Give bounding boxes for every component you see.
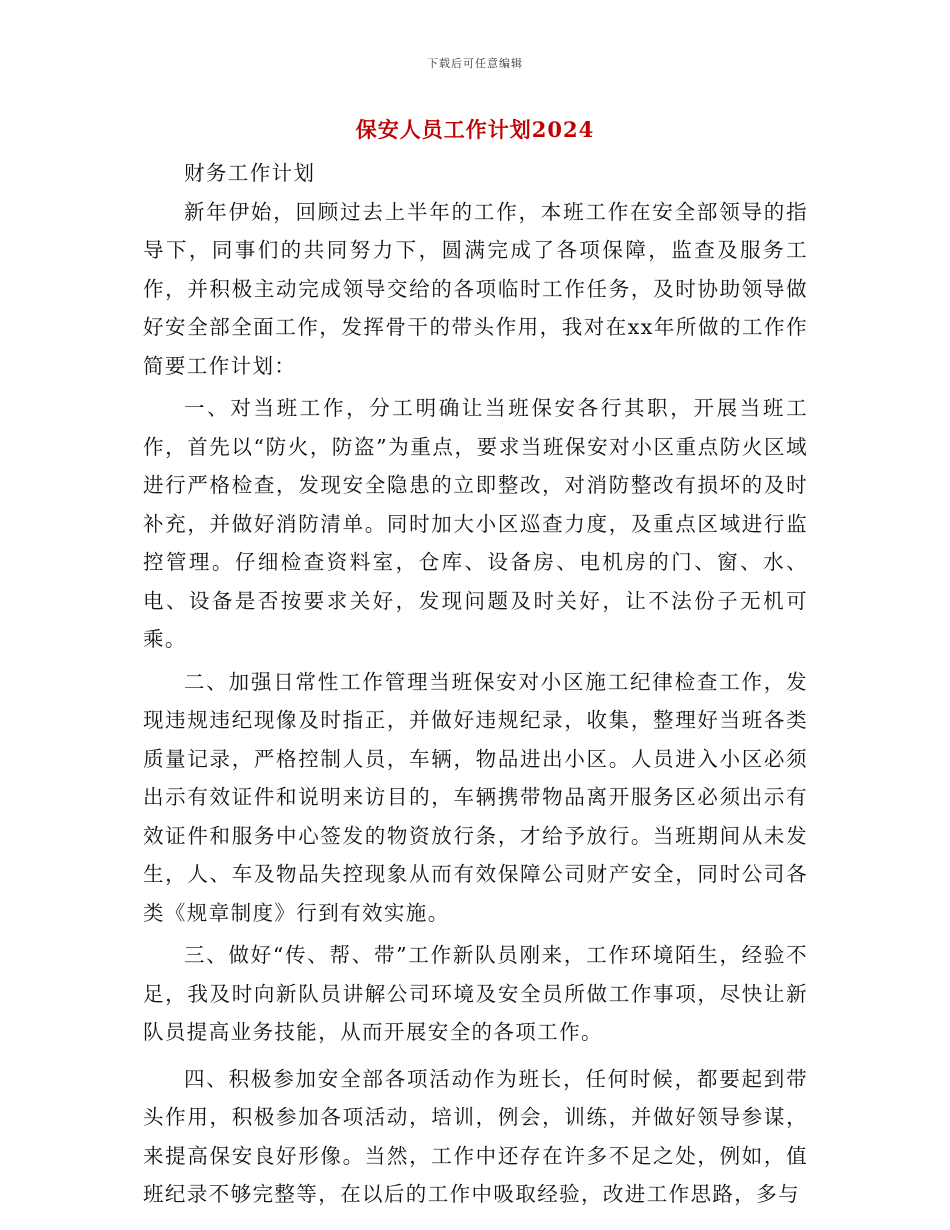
- paragraph-subtitle: 财务工作计划: [184, 161, 316, 185]
- header-note: 下载后可任意编辑: [427, 57, 523, 70]
- paragraph-section-4: 四、积极参加安全部各项活动作为班长，任何时候，都要起到带头作用，积极参加各项活动，培训，例会，训练，并做好领导参谋，来提高保安良好形像。当然，工作中还存在许多不足之处，例如，值班纪录不够完整等，在以后的工作中吸取经验，改进工作思路，多与: [143, 1066, 808, 1206]
- paragraph-section-1: 一、对当班工作，分工明确让当班保安各行其职，开展当班工作，首先以“防火，防盗”为重点，要求当班保安对小区重点防火区域进行严格检查，发现安全隐患的立即整改，对消防整改有损坏的及时补充，并做好消防清单。同时加大小区巡查力度，及重点区域进行监控管理。仔细检查资料室，仓库、设备房、电机房的门、窗、水、电、设备是否按要求关好，发现问题及时关好，让不法份子无机可乘。: [143, 396, 808, 651]
- document-body: [143, 154, 808, 1214]
- document-title: 保安人员工作计划2024: [355, 117, 595, 142]
- paragraph-section-2: 二、加强日常性工作管理当班保安对小区施工纪律检查工作，发现违规违纪现像及时指正，并做好违规纪录，收集，整理好当班各类质量记录，严格控制人员，车辆，物品进出小区。人员进入小区必须出示有效证件和说明来访目的，车辆携带物品离开服务区必须出示有效证件和服务中心签发的物资放行条，才给予放行。当班期间从未发生，人、车及物品失控现象从而有效保障公司财产安全，同时公司各类《规章制度》行到有效实施。: [143, 669, 808, 925]
- paragraph-intro: 新年伊始，回顾过去上半年的工作，本班工作在安全部领导的指导下，同事们的共同努力下，圆满完成了各项保障，监查及服务工作，并积极主动完成领导交给的各项临时工作任务，及时协助领导做好安全部全面工作，发挥骨干的带头作用，我对在xx年所做的工作作简要工作计划：: [143, 199, 808, 378]
- paragraph-section-3: 三、做好“传、帮、带”工作新队员刚来，工作环境陌生，经验不足，我及时向新队员讲解公司环境及安全员所做工作事项，尽快让新队员提高业务技能，从而开展安全的各项工作。: [143, 943, 808, 1044]
